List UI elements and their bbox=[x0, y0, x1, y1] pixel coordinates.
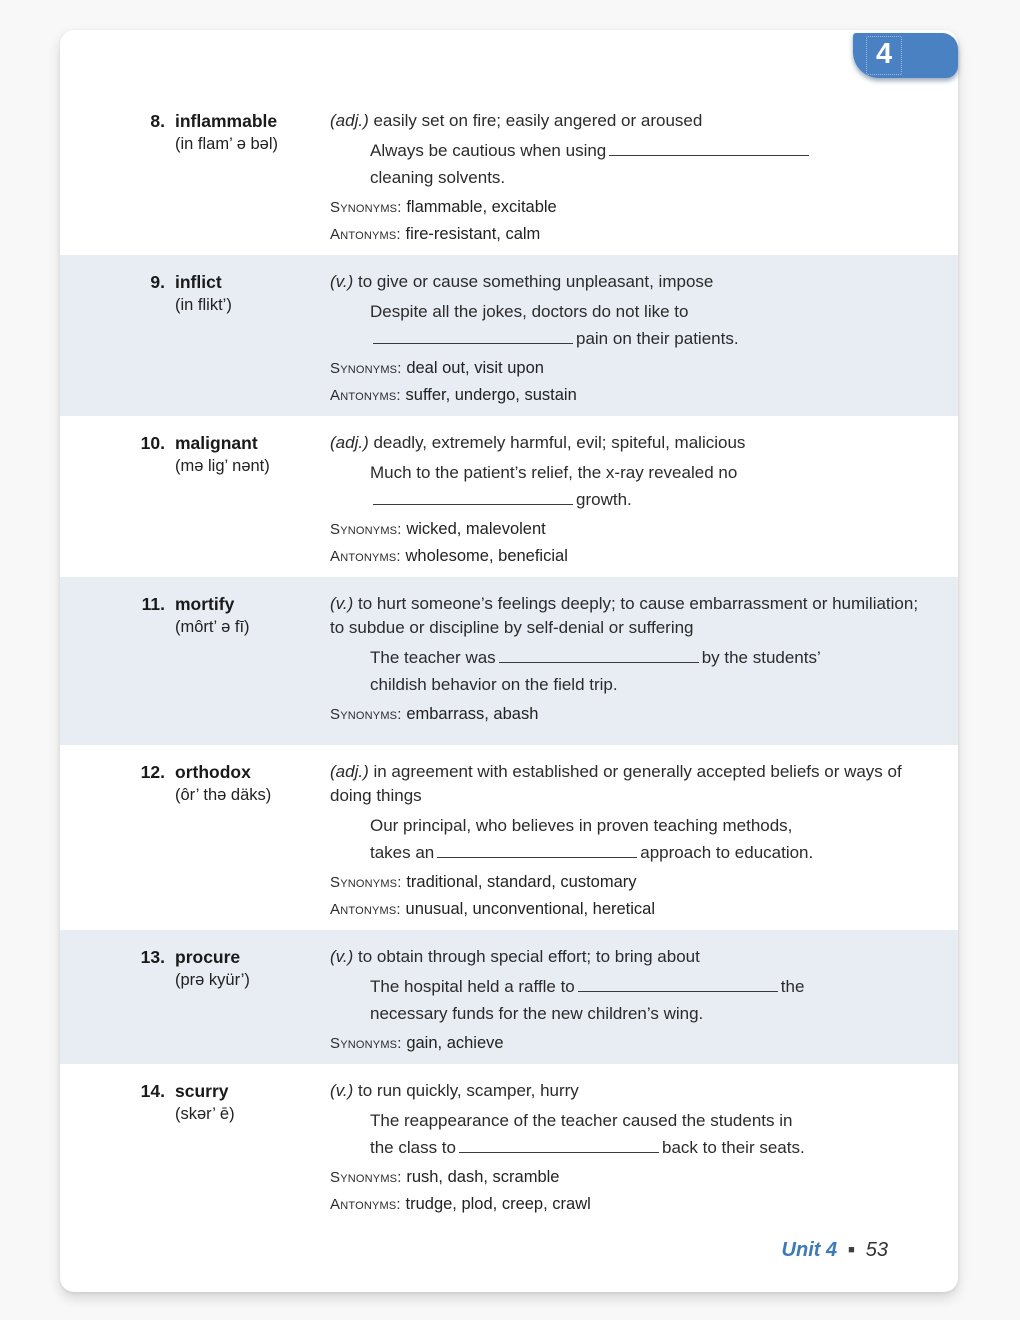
part-of-speech: (v.) bbox=[330, 272, 354, 291]
sentence-line: Much to the patient’s relief, the x-ray revealed no bbox=[370, 463, 738, 482]
entry-definition-column bbox=[330, 1079, 928, 1216]
synonyms-list: traditional, standard, customary bbox=[406, 873, 637, 891]
sentence-line: cleaning solvents. bbox=[370, 168, 506, 187]
headword: inflict bbox=[175, 272, 222, 292]
headword: inflammable bbox=[175, 111, 278, 131]
entry-word-column bbox=[165, 270, 330, 407]
entry-number: 9. bbox=[150, 272, 165, 292]
synonyms-label: Synonyms: bbox=[330, 199, 402, 216]
definition-text: in agreement with established or generally accepted beliefs or ways of doing things bbox=[330, 762, 902, 805]
entry-definition-column bbox=[330, 431, 928, 568]
fill-in-blank-line bbox=[499, 661, 699, 663]
sentence-line: Despite all the jokes, doctors do not like to bbox=[370, 302, 689, 321]
fill-in-blank-line bbox=[459, 1151, 659, 1153]
vocab-entry bbox=[60, 745, 958, 930]
sentence-line: takes an approach to education. bbox=[370, 843, 814, 862]
sentence-line: pain on their patients. bbox=[370, 325, 928, 352]
sentence-line: the class to back to their seats. bbox=[370, 1138, 805, 1157]
antonyms-label: Antonyms: bbox=[330, 901, 401, 918]
antonyms-label: Antonyms: bbox=[330, 548, 401, 565]
example-sentence bbox=[330, 812, 928, 866]
pronunciation: (môrt’ ə fī) bbox=[175, 618, 250, 636]
synonyms-row bbox=[330, 356, 928, 380]
sentence-line: childish behavior on the field trip. bbox=[370, 675, 618, 694]
definition bbox=[330, 760, 928, 808]
headword: orthodox bbox=[175, 762, 251, 782]
headword: procure bbox=[175, 947, 241, 967]
sentence-line: The reappearance of the teacher caused the students in bbox=[370, 1111, 793, 1130]
pronunciation: (ôr’ thə däks) bbox=[175, 786, 272, 804]
vocab-entry-list bbox=[60, 30, 958, 1225]
entry-word-column bbox=[165, 945, 330, 1055]
antonyms-list: suffer, undergo, sustain bbox=[405, 386, 577, 404]
pronunciation: (in flikt’) bbox=[175, 296, 232, 314]
fill-in-blank-line bbox=[609, 154, 809, 156]
synonyms-list: deal out, visit upon bbox=[406, 359, 544, 377]
synonyms-list: flammable, excitable bbox=[406, 198, 557, 216]
definition bbox=[330, 592, 928, 640]
synonyms-row bbox=[330, 870, 928, 894]
definition-text: deadly, extremely harmful, evil; spiteful, malicious bbox=[373, 433, 746, 452]
definition bbox=[330, 109, 928, 133]
entry-word-column bbox=[165, 760, 330, 921]
synonyms-label: Synonyms: bbox=[330, 360, 402, 377]
pronunciation: (mə lig’ nənt) bbox=[175, 457, 270, 475]
example-sentence bbox=[330, 298, 928, 352]
definition-text: to give or cause something unpleasant, impose bbox=[358, 272, 714, 291]
antonyms-row bbox=[330, 222, 928, 246]
part-of-speech: (v.) bbox=[330, 947, 354, 966]
antonyms-label: Antonyms: bbox=[330, 387, 401, 404]
entry-number: 14. bbox=[140, 1081, 165, 1101]
synonyms-list: gain, achieve bbox=[406, 1034, 504, 1052]
antonyms-list: wholesome, beneficial bbox=[405, 547, 568, 565]
antonyms-label: Antonyms: bbox=[330, 1196, 401, 1213]
fill-in-blank-line bbox=[578, 990, 778, 992]
synonyms-label: Synonyms: bbox=[330, 521, 402, 538]
synonyms-row bbox=[330, 1031, 928, 1055]
antonyms-row bbox=[330, 383, 928, 407]
fill-in-blank-line bbox=[373, 503, 573, 505]
synonyms-label: Synonyms: bbox=[330, 874, 402, 891]
synonyms-row bbox=[330, 702, 928, 726]
definition bbox=[330, 431, 928, 455]
sentence-line: Our principal, who believes in proven teaching methods, bbox=[370, 816, 793, 835]
page-card bbox=[60, 30, 958, 1292]
headword: mortify bbox=[175, 594, 235, 614]
unit-tab bbox=[853, 33, 958, 78]
vocab-entry bbox=[60, 930, 958, 1064]
sentence-line: necessary funds for the new children’s wing. bbox=[370, 1004, 704, 1023]
vocab-entry bbox=[60, 94, 958, 255]
footer-page-number: 53 bbox=[865, 1239, 888, 1261]
definition bbox=[330, 270, 928, 294]
page-footer bbox=[782, 1239, 888, 1262]
part-of-speech: (adj.) bbox=[330, 433, 369, 452]
antonyms-list: unusual, unconventional, heretical bbox=[405, 900, 656, 918]
antonyms-row bbox=[330, 897, 928, 921]
antonyms-list: fire-resistant, calm bbox=[405, 225, 541, 243]
sentence-line: The hospital held a raffle to the bbox=[370, 977, 805, 996]
antonyms-row bbox=[330, 544, 928, 568]
entry-definition-column bbox=[330, 592, 928, 736]
footer-separator-square: ■ bbox=[848, 1244, 855, 1256]
sentence-line: Always be cautious when using bbox=[370, 137, 928, 164]
entry-word-column bbox=[165, 1079, 330, 1216]
entry-word-column bbox=[165, 109, 330, 246]
synonyms-label: Synonyms: bbox=[330, 1035, 402, 1052]
entry-definition-column bbox=[330, 270, 928, 407]
vocab-entry bbox=[60, 577, 958, 745]
entry-word-column bbox=[165, 592, 330, 736]
vocab-entry bbox=[60, 1064, 958, 1225]
entry-number: 11. bbox=[141, 594, 165, 614]
pronunciation: (skər’ ē) bbox=[175, 1105, 235, 1123]
entry-definition-column bbox=[330, 109, 928, 246]
part-of-speech: (adj.) bbox=[330, 111, 369, 130]
entry-word-column bbox=[165, 431, 330, 568]
entry-number: 12. bbox=[140, 762, 165, 782]
vocab-entry bbox=[60, 255, 958, 416]
synonyms-row bbox=[330, 517, 928, 541]
pronunciation: (prə kyür’) bbox=[175, 971, 250, 989]
sentence-line: The teacher was by the students’ bbox=[370, 648, 821, 667]
definition-text: to hurt someone’s feelings deeply; to cause embarrassment or humiliation; to subdue or discipline by self-denial or suffering bbox=[330, 594, 919, 637]
example-sentence bbox=[330, 459, 928, 513]
synonyms-row bbox=[330, 195, 928, 219]
entry-definition-column bbox=[330, 945, 928, 1055]
example-sentence bbox=[330, 644, 928, 698]
synonyms-list: wicked, malevolent bbox=[406, 520, 546, 538]
example-sentence bbox=[330, 137, 928, 191]
entry-definition-column bbox=[330, 760, 928, 921]
definition-text: easily set on fire; easily angered or aroused bbox=[373, 111, 703, 130]
synonyms-label: Synonyms: bbox=[330, 1169, 402, 1186]
antonyms-row bbox=[330, 1192, 928, 1216]
part-of-speech: (adj.) bbox=[330, 762, 369, 781]
headword: scurry bbox=[175, 1081, 229, 1101]
part-of-speech: (v.) bbox=[330, 1081, 354, 1100]
headword: malignant bbox=[175, 433, 258, 453]
footer-unit-label: Unit 4 bbox=[781, 1239, 838, 1261]
example-sentence bbox=[330, 1107, 928, 1161]
antonyms-label: Antonyms: bbox=[330, 226, 401, 243]
synonyms-label: Synonyms: bbox=[330, 706, 402, 723]
entry-number: 8. bbox=[150, 111, 165, 131]
entry-number: 10. bbox=[140, 433, 165, 453]
unit-tab-number: 4 bbox=[866, 36, 902, 75]
antonyms-list: trudge, plod, creep, crawl bbox=[405, 1195, 591, 1213]
definition-text: to run quickly, scamper, hurry bbox=[358, 1081, 579, 1100]
synonyms-row bbox=[330, 1165, 928, 1189]
vocab-entry bbox=[60, 416, 958, 577]
fill-in-blank-line bbox=[437, 856, 637, 858]
example-sentence bbox=[330, 973, 928, 1027]
entry-number: 13. bbox=[140, 947, 165, 967]
definition bbox=[330, 945, 928, 969]
definition bbox=[330, 1079, 928, 1103]
part-of-speech: (v.) bbox=[330, 594, 354, 613]
synonyms-list: embarrass, abash bbox=[406, 705, 539, 723]
sentence-line: growth. bbox=[370, 486, 928, 513]
pronunciation: (in flam’ ə bəl) bbox=[175, 135, 279, 153]
synonyms-list: rush, dash, scramble bbox=[406, 1168, 560, 1186]
definition-text: to obtain through special effort; to bring about bbox=[358, 947, 700, 966]
fill-in-blank-line bbox=[373, 342, 573, 344]
